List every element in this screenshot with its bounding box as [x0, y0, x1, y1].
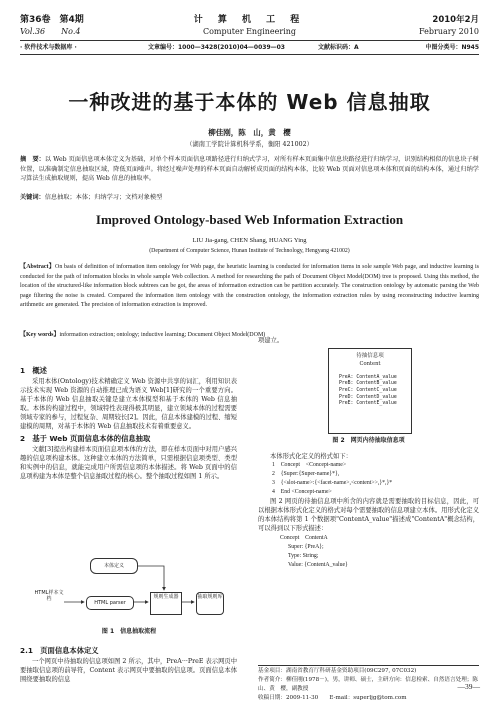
node-rule-library: 抽取规则库: [196, 592, 224, 615]
node-rule-generator: 规则生成器: [150, 592, 182, 615]
affiliation-cn: （湖南工学院计算机科学系，衡阳 421002）: [186, 141, 313, 148]
section-2-1-heading: 2.1 页面信息本体定义: [20, 646, 99, 655]
formal-definition-intro: 本体形式化定义的格式如下：: [270, 453, 352, 460]
figure-2-row: PreA: ContentA_value: [339, 374, 397, 380]
figure-2-row: PreC: ContentC_value: [339, 387, 397, 393]
figure-2-row: PreE: ContentE_value: [339, 401, 397, 407]
node-ontology-definition: 本体定义: [90, 558, 138, 574]
column-name: · 软件技术与数据库 ·: [20, 44, 77, 51]
section-2-paragraph: 文献[3]提出构建样本页面信息项本体的方法，即在样本页面中对用户感兴趣的信息项构建本体。这种建立本体的方法简单，只需根据信息项类型、类型和实例中的信息，就能完成用户所需信息项的本体描述。将 Web 页面中的信息项构建为本体是整个信息抽取过程的核心。整个抽取过程如图 1 所示。: [20, 445, 237, 481]
keywords-en-text: information extraction; ontology; inductive learning; Document Object Model(DOM): [59, 332, 266, 338]
figure-2-row: PreB: ContentB_value: [339, 381, 397, 387]
code-line: 2 {Super:{Super-name}*},: [272, 471, 340, 478]
section-2-1-paragraph: 一个网页中待抽取的信息项如图 2 所示，其中，PreA···PreE 表示网页中要抽取信息项的前导符，Content 表示网页中要抽取的信息项。页面信息本体围绕要抽取的信息: [20, 657, 237, 683]
abstract-cn: [20, 155, 479, 184]
authors-en: LIU Jia-gang, CHEN Shang, HUANG Ying: [192, 237, 307, 244]
keywords-en-label: 【Key words】: [20, 332, 60, 338]
class-number: 中图分类号：N945: [425, 44, 479, 51]
code-line: Type: String;: [288, 552, 319, 559]
code-line: Concept ContentA: [280, 534, 328, 541]
right-paragraph-2: 图 2 网页的待抽信息项中所含的内容就是需要抽取的目标信息，因此，可以根据本体形式化定义的格式对每个需要抽取的信息项建立本体。用形式化定义的本体结构将第 1 个数据项"ContentA_value"描述成"ContentA"概念结构，可以得到以下形式描述：: [258, 498, 479, 533]
left-column-bottom: [20, 646, 237, 684]
authors-cn: 柳佳刚，陈 山，黄 樱: [208, 128, 291, 137]
date-en: February 2010: [419, 27, 479, 36]
date-cn: 2010年2月: [432, 15, 479, 25]
footnote-fund: 基金项目：湖南省教育厅科研基金资助项目(09C297, 07C032): [258, 668, 417, 674]
code-line: Value: {ContentA_value}: [288, 561, 348, 568]
journal-name-en: Computer Engineering: [202, 27, 297, 36]
code-line: 1 Concept <Concept-name>: [272, 462, 347, 469]
article-number: 文章编号：1000—3428(2010)04—0039—03: [148, 44, 285, 51]
keywords-cn: [20, 194, 479, 203]
abstract-cn-text: 以 Web 页面信息项本体定义为基础，对单个样本页面信息项路径进行归纳式学习，对所有样本页面集中信息块路径进行归纳学习，识别结构相似的信息块子树位置，以准确制定信息抽取区域，降低页面噪声。将经过噪声处理的样本页面自动解析成页面的结构本体，比较 Web 页面对信息项本体和页面的结构本体，通过归纳学习算法生成抽取规则，提高 Web 信息的抽取率。: [20, 156, 479, 183]
title-cn: 一种改进的基于本体的 Web 信息抽取: [68, 90, 431, 114]
volume-cn: 第36卷 第4期: [20, 15, 84, 25]
left-column-top: [20, 366, 237, 481]
figure-1-caption: 图 1 信息抽取流程: [101, 628, 157, 635]
abstract-cn-label: 摘 要：: [20, 156, 45, 163]
abstract-en-text: On basis of definition of information item ontology for Web page, the heuristic learning is conducted for information items in sole sample Web page, and inductive learning is conducted for the path of information blocks in whole sample Web collection. A method for researching the path of Document Object Model(DOM) tree is proposed. Using this method, the location of the structured-like information block subtrees can be got, the areas of information extraction can be partition accurately. The construction ontology by automatic parsing the Web page filtering the noise is created. Compared the information item ontology with the construction ontology, the information extraction rules by using reconstructing inductive learning arithmetic are generated. The precision of information extraction is improved.: [20, 264, 480, 309]
section-2-heading: 2 基于 Web 页面信息本体的信息抽取: [20, 434, 151, 444]
volume-en: Vol.36 No.4: [20, 27, 81, 36]
footnote-received: 收稿日期：2009-11-30 E-mail：superljg@tom.com: [258, 694, 407, 701]
footnote-divider: [258, 665, 479, 666]
code-line: 4 End <Concept-name>: [272, 489, 332, 496]
right-column-continuation: 项建立。: [258, 337, 284, 344]
concept-description-code: [280, 534, 479, 570]
node-html-parser: HTML parser: [86, 596, 134, 610]
journal-header: [20, 14, 479, 41]
right-column-body: [258, 452, 479, 570]
footnote-author: 作者简介：柳佳刚(1978－)，男，讲师、硕士，主研方向：信息检索、自然语言处理；陈 山、黄 樱，副教授: [258, 676, 484, 692]
figure-1-flowchart: [34, 548, 224, 638]
formal-definition-code: [272, 461, 479, 497]
section-1-paragraph: 采用本体(Ontology)技术精确定义 Web 资源中共享的词汇，利用知识表示技术实现 Web 资源的自动推理已成为语义 Web[1]研究的一个重要方向。基于本体的 Web 信息抽取关键是建立本体模型和基于本体的 Web 信息抽取。本体的构建过程中，领域特性表现得极其明显，建立领域本体的过程需要领域专家的参与，过程复杂、周期较长[2]。因此，信息本体建模的过程、缩短建模的周期，对基于本体的 Web 信息抽取技术有着重要意义。: [20, 377, 237, 431]
abstract-en-label: 【Abstract】: [20, 264, 55, 270]
affiliation-en: (Department of Computer Science, Hunan Institute of Technology, Hengyang 421002): [149, 248, 350, 254]
page-number: —39—: [457, 682, 480, 691]
abstract-en: [20, 263, 479, 311]
figure-2-content-label: Content: [359, 360, 381, 367]
code-line: Super: {PreA};: [288, 543, 324, 550]
code-line: 3 {<slot-name>:{<facet-name>,<content>>,}*,}*: [272, 480, 393, 487]
title-en: Improved Ontology-based Web Information Extraction: [95, 212, 404, 227]
keywords-cn-label: 关键词：: [20, 194, 45, 201]
journal-name-cn: 计 算 机 工 程: [193, 15, 306, 25]
node-html-sample-docs: HTML样本文档: [34, 590, 64, 602]
figure-2-rows: [339, 375, 411, 409]
figure-2-caption: 图 2 网页内待抽取信息项: [332, 437, 405, 444]
section-1-heading: 1 概述: [20, 366, 47, 375]
figure-2-title: 待抽信息项: [356, 353, 384, 359]
article-meta-row: [20, 42, 479, 55]
figure-2-box: [328, 348, 412, 434]
doc-code: 文献标识码：A: [318, 44, 359, 51]
keywords-cn-text: 信息抽取；本体；归纳学习；文档对象模型: [44, 194, 163, 201]
figure-2-row: PreD: ContentD_value: [339, 394, 397, 400]
